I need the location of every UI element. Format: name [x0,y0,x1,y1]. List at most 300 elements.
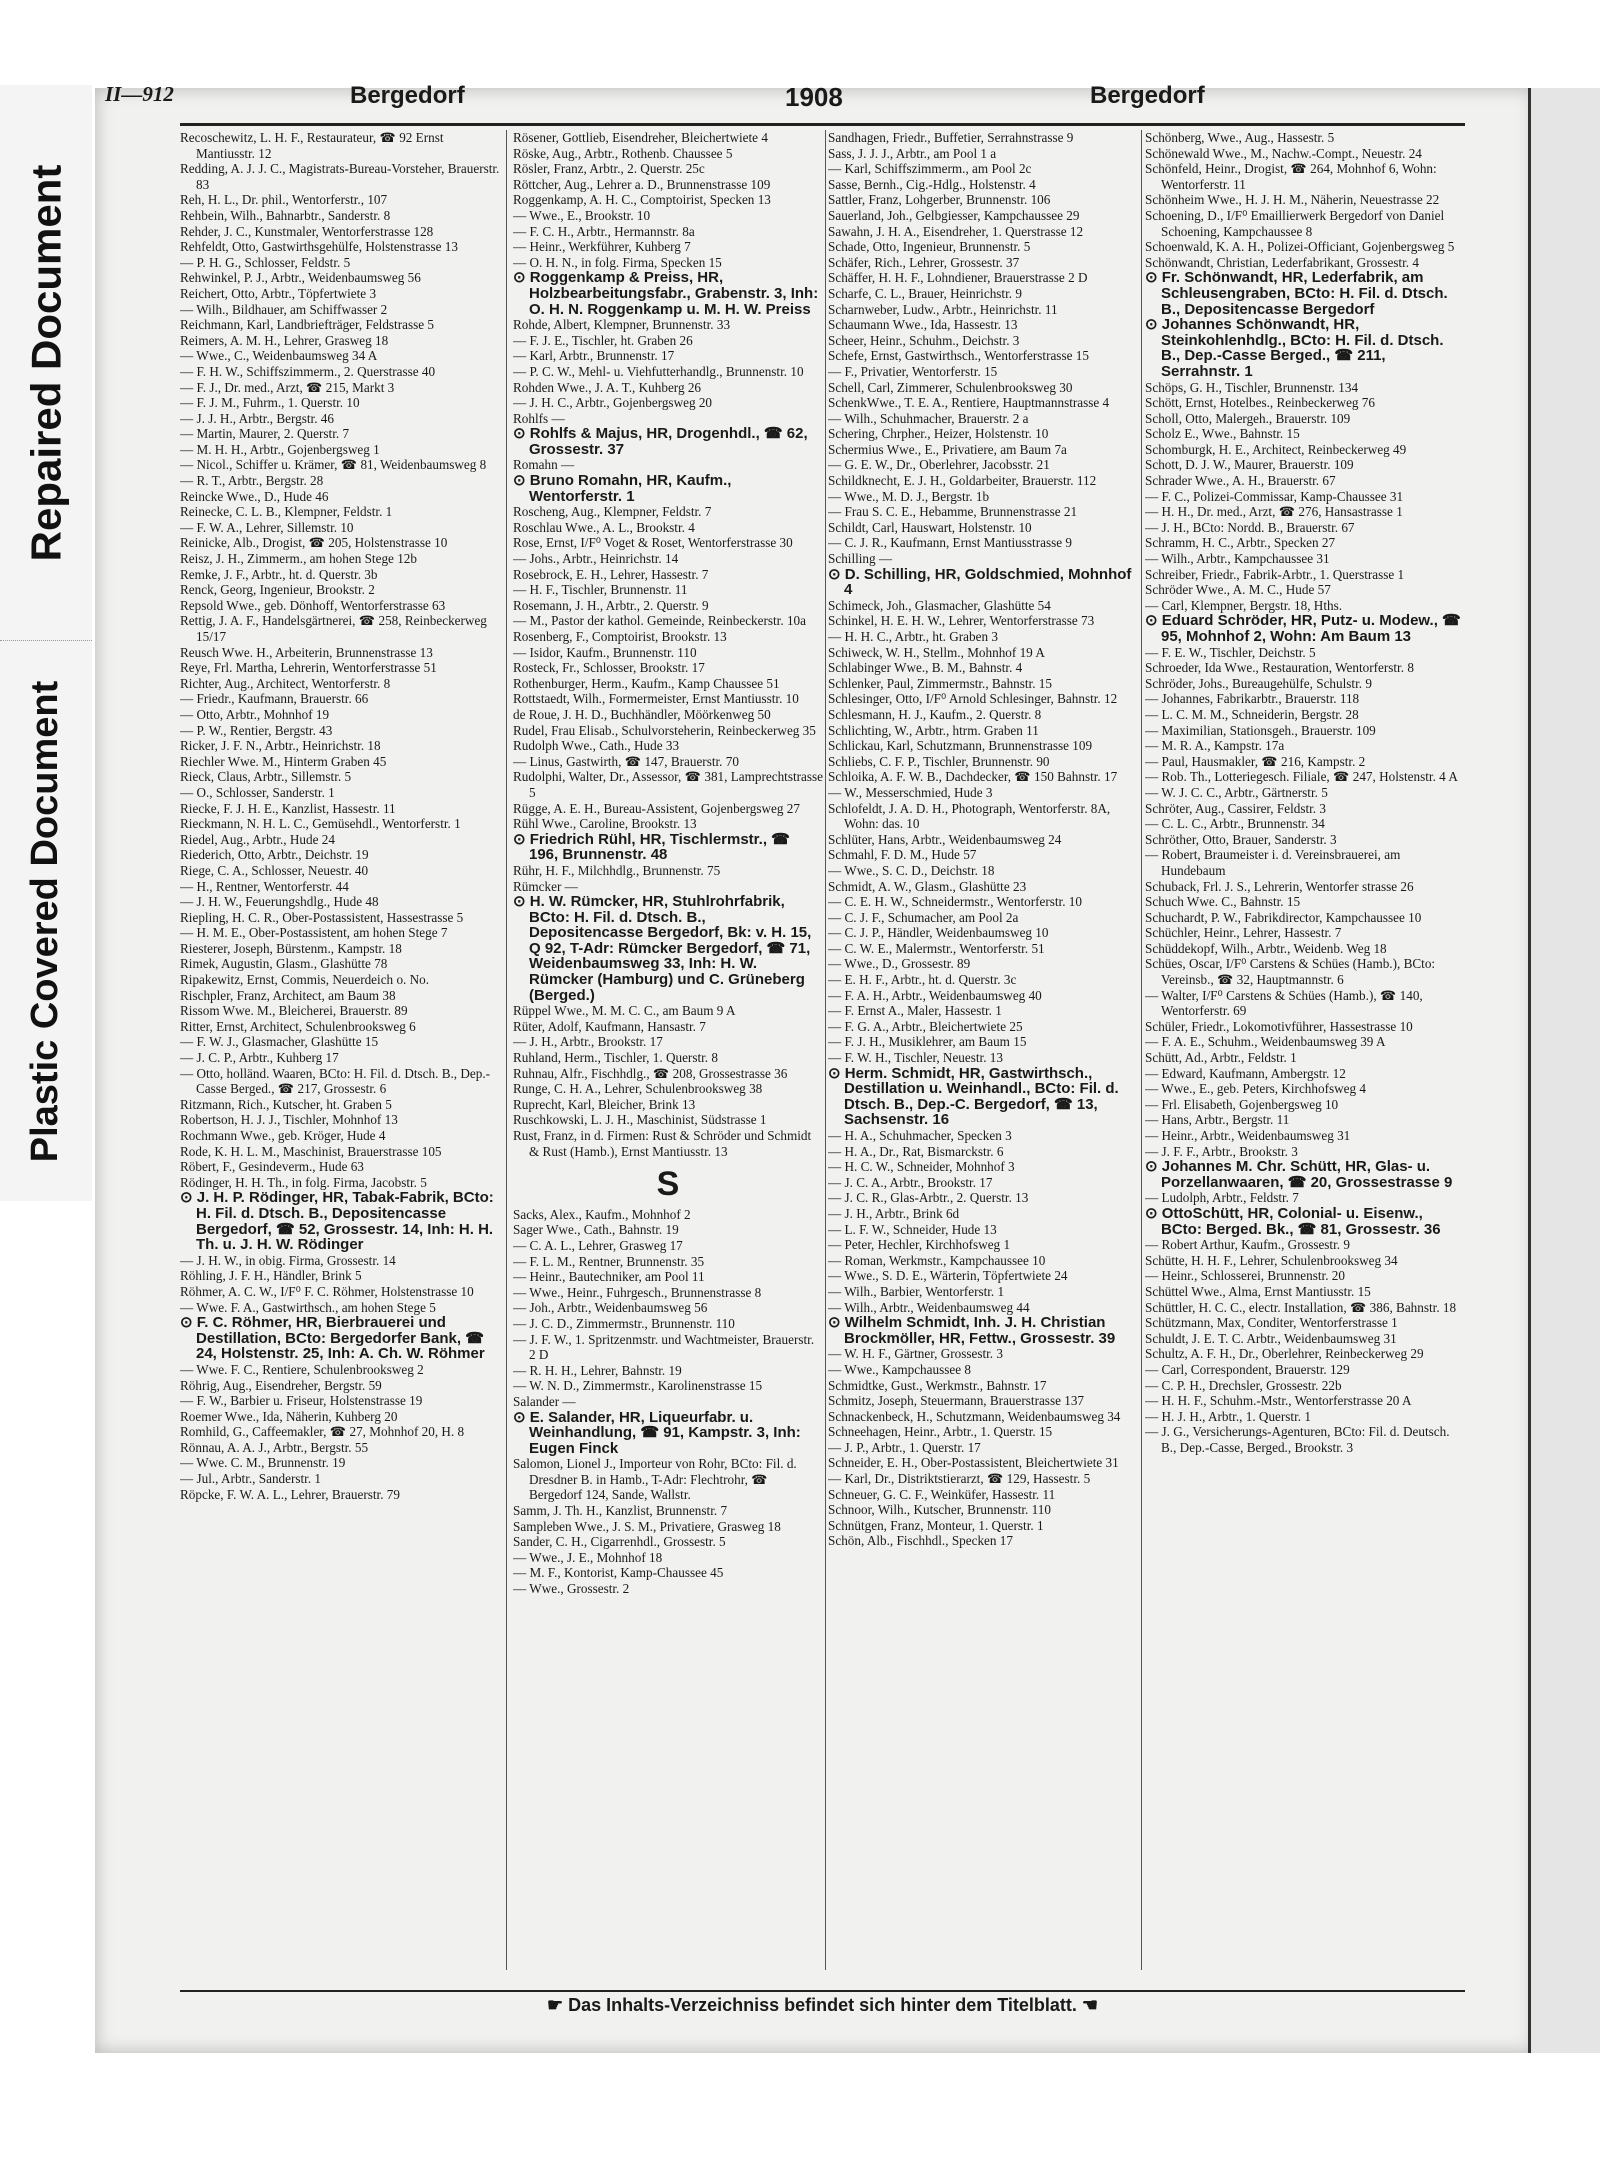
directory-entry: — Wilh., Arbtr., Kampchaussee 31 [1145,551,1330,567]
directory-entry: Schoening, D., I/F⁰ Emaillierwerk Bergedorf von Daniel Schoening, Kampchaussee 8 [1145,207,1445,239]
directory-entry: Schramm, H. C., Arbtr., Specken 27 [1145,535,1336,551]
directory-entry: Rissom Wwe. M., Bleicherei, Brauerstr. 89 [180,1003,408,1019]
directory-entry: Salander — [513,1393,576,1409]
firm-entry: ⊙ Johannes M. Chr. Schütt, HR, Glas- u. Porzellanwaaren, ☎ 20, Grossestrasse 9 [1145,1158,1453,1191]
directory-entry: — H. H., Dr. med., Arzt, ☎ 276, Hansastrasse 1 [1145,504,1403,520]
directory-entry: Reinecke, C. L. B., Klempner, Feldstr. 1 [180,504,393,520]
directory-entry: Sampleben Wwe., J. S. M., Privatiere, Grasweg 18 [513,1518,781,1534]
directory-entry: — Friedr., Kaufmann, Brauerstr. 66 [180,691,369,707]
directory-entry: — W. J. C. C., Arbtr., Gärtnerstr. 5 [1145,784,1328,800]
directory-entry: — O. H. N., in folg. Firma, Specken 15 [513,254,722,270]
directory-entry: — C. L. C., Arbtr., Brunnenstr. 34 [1145,816,1325,832]
directory-entry: — F. E. W., Tischler, Deichstr. 5 [1145,644,1316,660]
directory-entry: Robertson, H. J. J., Tischler, Mohnhof 13 [180,1112,398,1128]
directory-entry: Reye, Frl. Martha, Lehrerin, Wentorferstrasse 51 [180,660,437,676]
directory-entry: Schröter, Aug., Cassirer, Feldstr. 3 [1145,800,1326,816]
directory-entry: — J. H. C., Arbtr., Gojenbergsweg 20 [513,395,713,411]
directory-entry: Schilling — [828,551,893,567]
plastic-label-text: Plastic Covered Document [24,680,67,1162]
directory-column-3 [828,130,1138,1970]
directory-entry: Röhrig, Aug., Eisendreher, Bergstr. 59 [180,1377,382,1393]
firm-entry: ⊙ J. H. P. Rödinger, HR, Tabak-Fabrik, BCto: H. Fil. d. Dtsch. B., Depositencasse Bergedorf, ☎ 52, Grossestr. 14, Inh: H. H. Th. u. J. H. W. Rödinger [180,1189,494,1254]
page-number: II—912 [105,82,174,106]
directory-entry: Ruhnau, Alfr., Fischhdlg., ☎ 208, Grossestrasse 36 [513,1065,788,1081]
directory-entry: Schütt, Ad., Arbtr., Feldstr. 1 [1145,1050,1297,1066]
directory-entry: — Heinr., Bautechniker, am Pool 11 [513,1269,705,1285]
directory-entry: — P. C. W., Mehl- u. Viehfutterhandlg., Brunnenstr. 10 [513,363,804,379]
firm-entry: ⊙ Johannes Schönwandt, HR, Steinkohlenhdlg., BCto: H. Fil. d. Dtsch. B., Dep.-Casse Berged., ☎ 211, Serrahnstr. 1 [1145,316,1444,380]
directory-entry: Schüddekopf, Wilh., Arbtr., Weidenb. Weg 18 [1145,940,1387,956]
directory-entry: Reichmann, Karl, Landbriefträger, Feldstrasse 5 [180,317,434,333]
directory-entry: Röbert, F., Gesindeverm., Hude 63 [180,1159,364,1175]
directory-entry: SchenkWwe., T. E. A., Rentiere, Hauptmannstrasse 4 [828,395,1110,411]
directory-entry: — Wwe., S. D. E., Wärterin, Töpfertwiete 24 [828,1268,1068,1284]
directory-entry: Rettig, J. A. F., Handelsgärtnerei, ☎ 258, Reinbeckerweg 15/17 [180,613,487,644]
firm-entry: ⊙ F. C. Röhmer, HR, Bierbrauerei und Destillation, BCto: Bergedorfer Bank, ☎ 24, Holstenstr. 25, Inh: A. Ch. W. Röhmer [180,1314,485,1363]
directory-entry: — Wwe., Heinr., Fuhrgesch., Brunnenstrasse 8 [513,1284,762,1300]
directory-entry: Rohde, Albert, Klempner, Brunnenstr. 33 [513,317,731,333]
directory-entry: — Nicol., Schiffer u. Krämer, ☎ 81, Weidenbaumsweg 8 [180,457,487,473]
directory-entry: — J. C. A., Arbtr., Brookstr. 17 [828,1174,993,1190]
directory-entry: Rust, Franz, in d. Firmen: Rust & Schröder und Schmidt & Rust (Hamb.), Ernst Mantiusstr. 13 [513,1128,812,1159]
directory-entry: Richter, Aug., Architect, Wentorferstr. 8 [180,675,391,691]
directory-entry: — H. M. E., Ober-Postassistent, am hohen Stege 7 [180,925,448,941]
directory-entry: Salomon, Lionel J., Importeur von Rohr, BCto: Fil. d. Dresdner B. in Hamb., T-Adr: Flechtrohr, ☎ Bergedorf 124, Sande, Wallstr. [513,1456,797,1503]
directory-entry: — M. R. A., Kampstr. 17a [1145,738,1285,754]
directory-entry: — F. L. M., Rentner, Brunnenstr. 35 [513,1253,705,1269]
directory-entry: — Wwe., D., Grossestr. 89 [828,956,971,972]
repaired-document-label [0,85,92,640]
directory-entry: Schönheim Wwe., H. J. H. M., Näherin, Neuestrasse 22 [1145,192,1440,208]
directory-entry: Ruhland, Herm., Tischler, 1. Querstr. 8 [513,1050,718,1066]
directory-entry: Scheer, Heinr., Schuhm., Deichstr. 3 [828,332,1020,348]
directory-entry: Schöps, G. H., Tischler, Brunnenstr. 134 [1145,379,1359,395]
directory-entry: Scharfe, C. L., Brauer, Heinrichstr. 9 [828,285,1022,301]
directory-entry: Schött, Ernst, Hotelbes., Reinbeckerweg 76 [1145,395,1375,411]
directory-entry: Schefe, Ernst, Gastwirthsch., Wentorferstrasse 15 [828,348,1089,364]
directory-entry: Rudel, Frau Elisab., Schulvorsteherin, Reinbeckerweg 35 [513,722,816,738]
directory-entry: — J. H., BCto: Nordd. B., Brauerstr. 67 [1145,519,1355,535]
directory-entry: Schönfeld, Heinr., Drogist, ☎ 264, Mohnhof 6, Wohn: Wentorferstr. 11 [1145,161,1437,192]
directory-entry: — W., Messerschmied, Hude 3 [828,784,993,800]
directory-entry: — F. H. W., Schiffszimmerm., 2. Querstrasse 40 [180,363,436,379]
directory-entry: Schrader Wwe., A. H., Brauerstr. 67 [1145,473,1336,489]
plastic-covered-label [0,640,92,1201]
directory-entry: — J. C. P., Arbtr., Kuhberg 17 [180,1050,339,1066]
directory-entry: Schützmann, Max, Conditer, Wentorferstrasse 1 [1145,1315,1398,1331]
directory-entry: — Otto, holländ. Waaren, BCto: H. Fil. d. Dtsch. B., Dep.-Casse Berged., ☎ 217, Grossestr. 6 [180,1065,491,1097]
directory-entry: — Wwe., S. C. D., Deichstr. 18 [828,862,995,878]
directory-entry: Repsold Wwe., geb. Dönhoff, Wentorferstrasse 63 [180,597,446,613]
directory-entry: — F. A. H., Arbtr., Weidenbaumsweg 40 [828,987,1042,1003]
directory-entry: Sander, C. H., Cigarrenhdl., Grossestr. 5 [513,1534,726,1550]
directory-entry: — Wilh., Bildhauer, am Schiffwasser 2 [180,301,388,317]
directory-entry: — C. E. H. W., Schneidermstr., Wentorferstr. 10 [828,894,1082,910]
directory-entry: — F. G. A., Arbtr., Bleichertwiete 25 [828,1018,1023,1034]
directory-entry: — Paul, Hausmakler, ☎ 216, Kampstr. 2 [1145,753,1366,769]
directory-entry: — F. J. E., Tischler, ht. Graben 26 [513,332,693,348]
directory-entry: Sandhagen, Friedr., Buffetier, Serrahnstrasse 9 [828,130,1074,145]
directory-entry: — J. H., Arbtr., Brookstr. 17 [513,1034,663,1050]
directory-entry: — J. H. W., Feuerungshdlg., Hude 48 [180,894,379,910]
directory-entry: Rosteck, Fr., Schlosser, Brookstr. 17 [513,660,705,676]
directory-entry: — Robert Arthur, Kaufm., Grossestr. 9 [1145,1237,1350,1253]
directory-entry: Schlofeldt, J. A. D. H., Photograph, Wentorferstr. 8A, Wohn: das. 10 [828,800,1111,832]
directory-entry: Schönberg, Wwe., Aug., Hassestr. 5 [1145,130,1335,145]
directory-entry: — F. W. A., Lehrer, Sillemstr. 10 [180,519,354,535]
directory-entry: — F. Ernst A., Maler, Hassestr. 1 [828,1003,1002,1019]
directory-entry: Sass, J. J. J., Arbtr., am Pool 1 a [828,145,997,161]
directory-entry: — H. A., Schuhmacher, Specken 3 [828,1128,1012,1143]
directory-entry: Schönewald Wwe., M., Nachw.-Compt., Neuestr. 24 [1145,145,1422,161]
directory-entry: Reincke Wwe., D., Hude 46 [180,488,329,504]
directory-entry: Schütte, H. H. F., Lehrer, Schulenbrooksweg 34 [1145,1252,1398,1268]
directory-entry: Schomburgk, H. E., Architect, Reinbeckerweg 49 [1145,441,1407,457]
directory-entry: — Jul., Arbtr., Sanderstr. 1 [180,1471,322,1487]
directory-entry: — O., Schlosser, Sanderstr. 1 [180,784,335,800]
column-divider [506,130,507,1970]
directory-entry: — W. H. F., Gärtner, Grossestr. 3 [828,1346,1003,1362]
directory-entry: Schlichting, W., Arbtr., htrm. Graben 11 [828,722,1039,738]
directory-entry: Schüler, Friedr., Lokomotivführer, Hassestrasse 10 [1145,1018,1413,1034]
firm-entry: ⊙ H. W. Rümcker, HR, Stuhlrohrfabrik, BCto: H. Fil. d. Dtsch. B., Depositencasse Bergedorf, Bk: v. H. 15, Q 92, T-Adr: Rümcker Bergedorf, ☎ 71, Weidenbaumsweg 33, Inh: H. W. Rümcker (Hamburg) und C. Grüneberg (Berged.) [513,893,812,1004]
directory-entry: — F. W. H., Tischler, Neuestr. 13 [828,1050,1003,1066]
directory-entry: Schultz, A. F. H., Dr., Oberlehrer, Reinbeckerweg 29 [1145,1346,1424,1362]
directory-entry: Sawahn, J. H. A., Eisendreher, 1. Querstrasse 12 [828,223,1084,239]
firm-entry: ⊙ Wilhelm Schmidt, Inh. J. H. Christian Brockmöller, HR, Fettw., Grossestr. 39 [828,1314,1116,1347]
firm-entry: ⊙ Friedrich Rühl, HR, Tischlermstr., ☎ 196, Brunnenstr. 48 [513,830,790,864]
directory-entry: Schuback, Frl. J. S., Lehrerin, Wentorfer strasse 26 [1145,878,1414,894]
directory-entry: — Wwe., E., geb. Peters, Kirchhofsweg 4 [1145,1081,1366,1097]
directory-entry: — Heinr., Werkführer, Kuhberg 7 [513,239,691,255]
directory-column-2 [513,130,823,1970]
directory-entry: Schell, Carl, Zimmerer, Schulenbrooksweg 30 [828,379,1073,395]
directory-entry: — F. A. E., Schuhm., Weidenbaumsweg 39 A [1145,1034,1386,1050]
directory-entry: Ricker, J. F. N., Arbtr., Heinrichstr. 18 [180,738,381,754]
directory-entry: — C. J. F., Schumacher, am Pool 2a [828,909,1019,925]
directory-entry: Schüchler, Heinr., Lehrer, Hassestr. 7 [1145,925,1342,941]
directory-entry: Recoschewitz, L. H. F., Restaurateur, ☎ 92 Ernst Mantiusstr. 12 [180,130,444,161]
directory-entry: Reisz, J. H., Zimmerm., am hohen Stege 12b [180,551,417,567]
directory-entry: Schäffer, H. H. F., Lohndiener, Brauerstrasse 2 D [828,270,1088,286]
directory-entry: — F. J. M., Fuhrm., 1. Querstr. 10 [180,395,360,411]
directory-entry: — E. H. F., Arbtr., ht. d. Querstr. 3c [828,972,1017,988]
directory-entry: — F. J., Dr. med., Arzt, ☎ 215, Markt 3 [180,379,395,395]
footer-rule [180,1990,1465,1992]
directory-entry: — Karl, Schiffszimmerm., am Pool 2c [828,161,1032,177]
directory-entry: — Carl, Klempner, Bergstr. 18, Hths. [1145,597,1343,613]
directory-entry: Schmitz, Joseph, Steuermann, Brauerstrasse 137 [828,1393,1085,1409]
directory-entry: — M. F., Kontorist, Kamp-Chaussee 45 [513,1565,724,1581]
directory-entry: Schaumann Wwe., Ida, Hassestr. 13 [828,317,1018,333]
directory-entry: — F. J. H., Musiklehrer, am Baum 15 [828,1034,1027,1050]
directory-entry: — Wwe. F. A., Gastwirthsch., am hohen Stege 5 [180,1299,436,1315]
directory-entry: Schönwandt, Christian, Lederfabrikant, Grossestr. 4 [1145,254,1419,270]
directory-entry: Scharnweber, Ludw., Arbtr., Heinrichstr. 11 [828,301,1058,317]
directory-entry: Reusch Wwe. H., Arbeiterin, Brunnenstrasse 13 [180,644,433,660]
directory-entry: — R. T., Arbtr., Bergstr. 28 [180,473,324,489]
directory-entry: Remke, J. F., Arbtr., ht. d. Querstr. 3b [180,566,378,582]
directory-entry: — Joh., Arbtr., Weidenbaumsweg 56 [513,1300,708,1316]
directory-entry: Schlabinger Wwe., B. M., Bahnstr. 4 [828,660,1023,676]
directory-entry: — F. C., Polizei-Commissar, Kamp-Chaussee 31 [1145,488,1404,504]
directory-entry: — Wilh., Schuhmacher, Brauerstr. 2 a [828,410,1029,426]
directory-entry: Rischpler, Franz, Architect, am Baum 38 [180,987,396,1003]
directory-entry: Schnoor, Wilh., Kutscher, Brunnenstr. 110 [828,1502,1051,1518]
directory-entry: — W. N. D., Zimmermstr., Karolinenstrasse 15 [513,1378,763,1394]
directory-entry: Rehder, J. C., Kunstmaler, Wentorferstrasse 128 [180,223,434,239]
directory-entry: — Johannes, Fabrikarbtr., Brauerstr. 118 [1145,691,1360,707]
directory-entry: Rösler, Franz, Arbtr., 2. Querstr. 25c [513,161,705,177]
directory-entry: Rehfeldt, Otto, Gastwirthsgehülfe, Holstenstrasse 13 [180,239,458,255]
directory-entry: Samm, J. Th. H., Kanzlist, Brunnenstr. 7 [513,1503,728,1519]
directory-entry: — Wwe. C. M., Brunnenstr. 19 [180,1455,346,1471]
directory-entry: — J. F. W., 1. Spritzenmstr. und Wachtmeister, Brauerstr. 2 D [513,1331,815,1363]
directory-entry: Rohlfs — [513,410,565,426]
directory-entry: Schneehagen, Heinr., Arbtr., 1. Querstr. 15 [828,1424,1053,1440]
directory-entry: — Martin, Maurer, 2. Querstr. 7 [180,426,350,442]
directory-entry: Rödinger, H. H. Th., in folg. Firma, Jacobstr. 5 [180,1174,427,1190]
directory-entry: Schreiber, Friedr., Fabrik-Arbtr., 1. Querstrasse 1 [1145,566,1405,582]
directory-entry: — C. P. H., Drechsler, Grossestr. 22b [1145,1377,1342,1393]
directory-entry: Sager Wwe., Cath., Bahnstr. 19 [513,1222,679,1238]
directory-entry: — J. F. F., Arbtr., Brookstr. 3 [1145,1143,1298,1159]
directory-entry: Ritter, Ernst, Architect, Schulenbrooksweg 6 [180,1018,416,1034]
directory-entry: — M., Pastor der kathol. Gemeinde, Reinbeckerstr. 10a [513,613,806,629]
directory-entry: Rosebrock, E. H., Lehrer, Hassestr. 7 [513,566,709,582]
directory-entry: Roemer Wwe., Ida, Näherin, Kuhberg 20 [180,1408,398,1424]
directory-entry: — Isidor, Kaufm., Brunnenstr. 110 [513,644,697,660]
directory-entry: Schnütgen, Franz, Monteur, 1. Querstr. 1 [828,1517,1044,1533]
directory-entry: — C. J. R., Kaufmann, Ernst Mantiusstrasse 9 [828,535,1072,551]
directory-column-1 [180,130,500,1970]
header-right-title: Bergedorf [1090,82,1205,109]
directory-entry: — Frl. Elisabeth, Gojenbergsweg 10 [1145,1096,1339,1112]
directory-entry: — J. C. R., Glas-Arbtr., 2. Querstr. 13 [828,1190,1029,1206]
directory-entry: Ruprecht, Karl, Bleicher, Brink 13 [513,1096,696,1112]
directory-entry: Riedel, Aug., Arbtr., Hude 24 [180,831,335,847]
directory-entry: Reh, H. L., Dr. phil., Wentorferstr., 107 [180,192,388,208]
directory-entry: Rose, Ernst, I/F⁰ Voget & Roset, Wentorferstrasse 30 [513,535,793,551]
directory-entry: Schröther, Otto, Brauer, Sanderstr. 3 [1145,831,1337,847]
directory-entry: — J. H., Arbtr., Brink 6d [828,1205,960,1221]
directory-entry: Schröder Wwe., A. M. C., Hude 57 [1145,582,1331,598]
directory-entry: Renck, Georg, Ingenieur, Brookstr. 2 [180,582,375,598]
directory-entry: — R. H. H., Lehrer, Bahnstr. 19 [513,1362,682,1378]
directory-entry: — J. C. D., Zimmermstr., Brunnenstr. 110 [513,1315,735,1331]
directory-entry: Rode, K. H. L. M., Maschinist, Brauerstrasse 105 [180,1143,442,1159]
firm-entry: ⊙ Roggenkamp & Preiss, HR, Holzbearbeitungsfabr., Grabenstr. 3, Inh: O. H. N. Roggenkamp u. M. H. W. Preiss [513,269,819,318]
directory-entry: Schermius Wwe., E., Privatiere, am Baum 7a [828,441,1067,457]
directory-entry: Schildknecht, E. J. H., Goldarbeiter, Brauerstr. 112 [828,473,1097,489]
directory-entry: Schäfer, Rich., Lehrer, Grossestr. 37 [828,254,1020,270]
directory-entry: Röhmer, A. C. W., I/F⁰ F. C. Röhmer, Holstenstrasse 10 [180,1283,474,1299]
directory-entry: Rosemann, J. H., Arbtr., 2. Querstr. 9 [513,597,709,613]
directory-entry: Schües, Oscar, I/F⁰ Carstens & Schües (Hamb.), BCto: Vereinsb., ☎ 32, Hauptmannstr. 6 [1145,956,1436,988]
directory-entry: Schröder, Johs., Bureaugehülfe, Schulstr. 9 [1145,675,1372,691]
firm-entry: ⊙ Rohlfs & Majus, HR, Drogenhdl., ☎ 62, Grossestr. 37 [513,425,808,458]
directory-entry: — Wwe., Kampchaussee 8 [828,1361,971,1377]
directory-entry: — G. E. W., Dr., Oberlehrer, Jacobsstr. 21 [828,457,1050,473]
directory-entry: Rudolphi, Walter, Dr., Assessor, ☎ 381, Lamprechtstrasse 5 [513,769,823,800]
directory-entry: — Edward, Kaufmann, Ambergstr. 12 [1145,1065,1346,1081]
directory-entry: Schoenwald, K. A. H., Polizei-Officiant, Gojenbergsweg 5 [1145,239,1455,255]
directory-entry: Rottstaedt, Wilh., Formermeister, Ernst Mantiusstr. 10 [513,691,799,707]
directory-entry: — L. C. M. M., Schneiderin, Bergstr. 28 [1145,706,1359,722]
directory-entry: — Heinr., Schlosserei, Brunnenstr. 20 [1145,1268,1345,1284]
header-rule [180,123,1465,126]
directory-entry: Schlenker, Paul, Zimmermstr., Bahnstr. 15 [828,675,1052,691]
directory-entry: — Wwe., J. E., Mohnhof 18 [513,1549,663,1565]
directory-entry: Schimeck, Joh., Glasmacher, Glashütte 54 [828,597,1051,613]
directory-entry: Sacks, Alex., Kaufm., Mohnhof 2 [513,1206,691,1222]
directory-entry: — J. H. W., in obig. Firma, Grossestr. 14 [180,1252,396,1268]
directory-entry: — Rob. Th., Lotteriegesch. Filiale, ☎ 247, Holstenstr. 4 A [1145,769,1458,785]
directory-entry: Rudolph Wwe., Cath., Hude 33 [513,738,680,754]
directory-entry: — P. W., Rentier, Bergstr. 43 [180,722,333,738]
directory-entry: Rüter, Adolf, Kaufmann, Hansastr. 7 [513,1018,706,1034]
directory-entry: — Wwe., Grossestr. 2 [513,1581,630,1597]
directory-entry: Schuldt, J. E. T. C. Arbtr., Weidenbaumsweg 31 [1145,1330,1397,1346]
directory-entry: — Johs., Arbtr., Heinrichstr. 14 [513,551,679,567]
directory-entry: Schlesinger, Otto, I/F⁰ Arnold Schlesinger, Bahnstr. 12 [828,691,1118,707]
directory-entry: — Maximilian, Stationsgeh., Brauerstr. 109 [1145,722,1376,738]
directory-entry: Rosenberg, F., Comptoirist, Brookstr. 13 [513,629,727,644]
directory-entry: Riege, C. A., Schlosser, Neuestr. 40 [180,862,369,878]
directory-entry: Rochmann Wwe., geb. Kröger, Hude 4 [180,1128,386,1143]
directory-entry: — Linus, Gastwirth, ☎ 147, Brauerstr. 70 [513,753,739,769]
directory-entry: — Wwe., E., Brookstr. 10 [513,207,651,223]
directory-entry: — H. H. C., Arbtr., ht. Graben 3 [828,629,998,644]
firm-entry: ⊙ Herm. Schmidt, HR, Gastwirthsch., Destillation u. Weinhandl., BCto: Fil. d. Dtsch. B., Dep.-C. Bergedorf, ☎ 13, Sachsenstr. 16 [828,1064,1119,1129]
directory-entry: — M. H. H., Arbtr., Gojenbergsweg 1 [180,441,380,457]
directory-entry: Schön, Alb., Fischhdl., Specken 17 [828,1533,1013,1549]
directory-entry: Rieck, Claus, Arbtr., Sillemstr. 5 [180,769,352,785]
directory-entry: Rüppel Wwe., M. M. C. C., am Baum 9 A [513,1003,736,1019]
directory-entry: — Ludolph, Arbtr., Feldstr. 7 [1145,1190,1299,1206]
directory-entry: Schmidtke, Gust., Werkmstr., Bahnstr. 17 [828,1377,1047,1393]
directory-entry: Schade, Otto, Ingenieur, Brunnenstr. 5 [828,239,1031,255]
directory-entry: Röpcke, F. W. A. L., Lehrer, Brauerstr. 79 [180,1486,400,1502]
directory-entry: — Wilh., Barbier, Wentorferstr. 1 [828,1283,1005,1299]
directory-entry: Rösener, Gottlieb, Eisendreher, Bleichertwiete 4 [513,130,768,145]
directory-entry: Schiweck, W. H., Stellm., Mohnhof 19 A [828,644,1045,660]
directory-entry: Riecke, F. J. H. E., Kanzlist, Hassestr. 11 [180,800,396,816]
firm-entry: ⊙ D. Schilling, HR, Goldschmied, Mohnhof 4 [828,565,1132,599]
directory-entry: Riederich, Otto, Arbtr., Deichstr. 19 [180,847,369,863]
directory-entry: Schloika, A. F. W. B., Dachdecker, ☎ 150 Bahnstr. 17 [828,769,1118,785]
directory-entry: — J. G., Versicherungs-Agenturen, BCto: Fil. d. Deutsch. B., Dep.-Casse, Berged., Brookstr. 3 [1145,1424,1450,1455]
page-header [105,82,1405,122]
directory-entry: Romahn — [513,457,575,473]
footer-note: ☛ Das Inhalts-Verzeichniss befindet sich hinter dem Titelblatt. ☚ [546,1995,1099,2015]
directory-entry: Röhling, J. F. H., Händler, Brink 5 [180,1268,362,1284]
directory-entry: Schuchardt, P. W., Fabrikdirector, Kampchaussee 10 [1145,909,1422,925]
directory-entry: — P. H. G., Schlosser, Feldstr. 5 [180,254,351,270]
directory-entry: Romhild, G., Caffeemakler, ☎ 27, Mohnhof 20, H. 8 [180,1424,465,1440]
directory-entry: — Frau S. C. E., Hebamme, Brunnenstrasse 21 [828,504,1078,520]
directory-entry: — H. C. W., Schneider, Mohnhof 3 [828,1159,1015,1175]
directory-entry: — L. F. W., Schneider, Hude 13 [828,1221,997,1237]
directory-entry: — Walter, I/F⁰ Carstens & Schües (Hamb.), ☎ 140, Wentorferstr. 69 [1145,987,1423,1019]
repaired-label-text: Repaired Document [22,164,69,561]
directory-entry: — H., Rentner, Wentorferstr. 44 [180,878,349,894]
directory-entry: — Wwe., M. D. J., Bergstr. 1b [828,488,990,504]
directory-entry: — C. A. L., Lehrer, Grasweg 17 [513,1237,683,1253]
directory-entry: Rohden Wwe., J. A. T., Kuhberg 26 [513,379,702,395]
directory-entry: Schering, Chrpher., Heizer, Holstenstr. 10 [828,426,1049,442]
directory-entry: Schüttler, H. C. C., electr. Installation, ☎ 386, Bahnstr. 18 [1145,1299,1457,1315]
directory-entry: — C. W. E., Malermstr., Wentorferstr. 51 [828,940,1045,956]
column-divider [1141,130,1142,1970]
page-margin [1531,88,1600,2053]
directory-entry: — F., Privatier, Wentorferstr. 15 [828,363,998,379]
directory-entry: Rügge, A. E. H., Bureau-Assistent, Gojenbergsweg 27 [513,800,800,816]
directory-entry: Schüttel Wwe., Alma, Ernst Mantiusstr. 15 [1145,1283,1371,1299]
directory-entry: Röske, Aug., Arbtr., Rothenb. Chaussee 5 [513,145,733,161]
directory-entry: Roschlau Wwe., A. L., Brookstr. 4 [513,519,695,535]
section-letter: S [656,1165,680,1204]
directory-entry: Schuch Wwe. C., Bahnstr. 15 [1145,894,1301,910]
directory-entry: — C. J. P., Händler, Weidenbaumsweg 10 [828,925,1049,941]
directory-entry: Schlüter, Hans, Arbtr., Weidenbaumsweg 24 [828,831,1062,847]
directory-entry: — Otto, Arbtr., Mohnhof 19 [180,706,330,722]
directory-entry: — Wilh., Arbtr., Weidenbaumsweg 44 [828,1299,1030,1315]
directory-entry: Ritzmann, Rich., Kutscher, ht. Graben 5 [180,1096,392,1112]
directory-entry: Röttcher, Aug., Lehrer a. D., Brunnenstrasse 109 [513,176,771,192]
directory-entry: — J. J. H., Arbtr., Bergstr. 46 [180,410,334,426]
directory-entry: Runge, C. H. A., Lehrer, Schulenbrooksweg 38 [513,1081,763,1097]
directory-entry: Rümcker — [513,878,578,894]
directory-entry: Rothenburger, Herm., Kaufm., Kamp Chaussee 51 [513,675,780,691]
directory-entry: — Peter, Hechler, Kirchhofsweg 1 [828,1237,1011,1253]
directory-entry: Rieckmann, N. H. L. C., Gemüsehdl., Wentorferstr. 1 [180,816,461,832]
directory-entry: Sauerland, Joh., Gelbgiesser, Kampchaussee 29 [828,207,1080,223]
directory-entry: Scholl, Otto, Malergeh., Brauerstr. 109 [1145,410,1351,426]
directory-entry: — Carl, Correspondent, Brauerstr. 129 [1145,1361,1350,1377]
directory-entry: de Roue, J. H. D., Buchhändler, Möörkenweg 50 [513,706,771,722]
directory-entry: Reichert, Otto, Arbtr., Töpfertwiete 3 [180,285,377,301]
directory-entry: Ruschkowski, L. J. H., Maschinist, Südstrasse 1 [513,1112,767,1128]
directory-entry: Schneuer, G. C. F., Weinküfer, Hassestr. 11 [828,1486,1056,1502]
directory-entry: — Hans, Arbtr., Bergstr. 11 [1145,1112,1290,1128]
directory-entry: Rühr, H. F., Milchhdlg., Brunnenstr. 75 [513,862,721,878]
directory-entry: Roscheng, Aug., Klempner, Feldstr. 7 [513,504,712,520]
directory-entry: — H. H. F., Schuhm.-Mstr., Wentorferstrasse 20 A [1145,1393,1412,1409]
directory-entry: — H. A., Dr., Rat, Bismarckstr. 6 [828,1143,1004,1159]
directory-entry: Sasse, Bernh., Cig.-Hdlg., Holstenstr. 4 [828,176,1036,192]
firm-entry: ⊙ E. Salander, HR, Liqueurfabr. u. Weinhandlung, ☎ 91, Kampstr. 3, Inh: Eugen Finck [513,1408,801,1457]
directory-entry: — J. P., Arbtr., 1. Querstr. 17 [828,1439,981,1455]
directory-entry: — Karl, Dr., Distriktstierarzt, ☎ 129, Hassestr. 5 [828,1471,1091,1487]
directory-entry: — H. J. H., Arbtr., 1. Querstr. 1 [1145,1408,1311,1424]
directory-entry: Rönnau, A. A. J., Arbtr., Bergstr. 55 [180,1439,369,1455]
directory-entry: Schroeder, Ida Wwe., Restauration, Wentorferstr. 8 [1145,660,1414,676]
directory-entry: Reimers, A. M. H., Lehrer, Grasweg 18 [180,332,389,348]
directory-entry: Riechler Wwe. M., Hinterm Graben 45 [180,753,387,769]
directory-entry: Rehwinkel, P. J., Arbtr., Weidenbaumsweg 56 [180,270,421,286]
directory-entry: Schildt, Carl, Hauswart, Holstenstr. 10 [828,519,1032,535]
directory-entry: Reinicke, Alb., Drogist, ☎ 205, Holstenstrasse 10 [180,535,448,551]
directory-entry: Rimek, Augustin, Glasm., Glashütte 78 [180,956,388,972]
directory-entry: — Roman, Werkmstr., Kampchaussee 10 [828,1252,1046,1268]
directory-entry: — H. F., Tischler, Brunnenstr. 11 [513,582,688,598]
directory-entry: — Wwe. F. C., Rentiere, Schulenbrooksweg 2 [180,1361,424,1377]
directory-entry: — Robert, Braumeister i. d. Vereinsbrauerei, am Hundebaum [1145,847,1401,878]
directory-entry: Schneider, E. H., Ober-Postassistent, Bleichertwiete 31 [828,1455,1119,1471]
directory-entry: — Wwe., C., Weidenbaumsweg 34 A [180,348,378,364]
directory-entry: Scholz E., Wwe., Bahnstr. 15 [1145,426,1300,442]
